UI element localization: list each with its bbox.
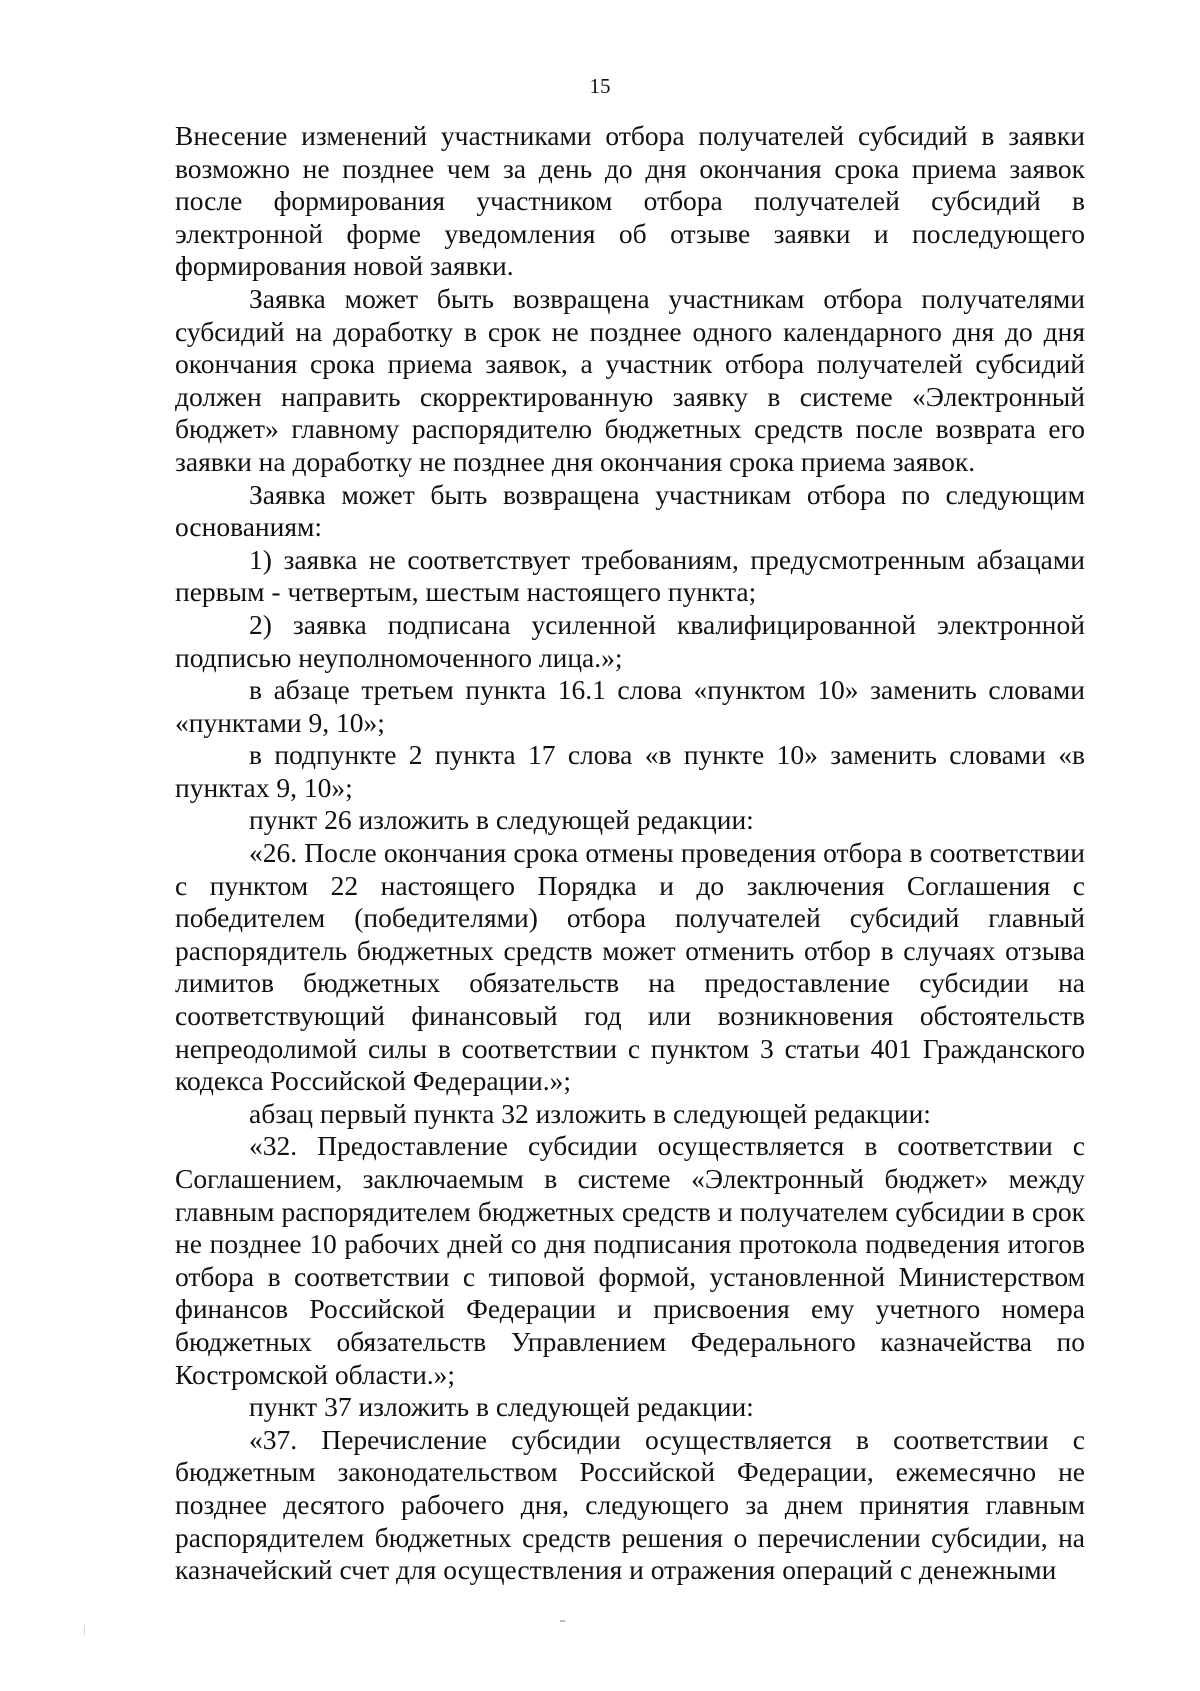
- scan-artifact: [84, 1625, 85, 1635]
- paragraph: Заявка может быть возвращена участникам отбора по следующим основаниям:: [175, 478, 1085, 543]
- page-number: 15: [589, 74, 611, 98]
- list-item: 1) заявка не соответствует требованиям, предусмотренным абзацами первым - четвертым, шестым настоящего пункта;: [175, 543, 1085, 608]
- document-body: [175, 120, 1085, 1587]
- paragraph: Заявка может быть возвращена участникам отбора получателями субсидий на доработку в срок не позднее одного календарного дня до дня окончания срока приема заявок, а участник отбора получателей субсидий должен направить скорректированную заявку в системе «Электронный бюджет» главному распорядителю бюджетных средств после возврата его заявки на доработку не позднее дня окончания срока приема заявок.: [175, 282, 1085, 477]
- scan-artifact: [560, 1620, 565, 1622]
- list-item: 2) заявка подписана усиленной квалифицированной электронной подписью неуполномоченного лица.»;: [175, 608, 1085, 673]
- paragraph: пункт 37 изложить в следующей редакции:: [249, 1391, 754, 1423]
- paragraph: в подпункте 2 пункта 17 слова «в пункте 10» заменить словами «в пунктах 9, 10»;: [175, 739, 1085, 803]
- quoted-clause-37: «37. Перечисление субсидии осуществляется в соответствии с бюджетным законодательством Российской Федерации, ежемесячно не позднее десятого рабочего дня, следующего за днем принятия главным распорядителем бюджетных средств решения о перечислении субсидии, на казначейский счет для осуществления и отражения операций с денежными: [175, 1423, 1085, 1586]
- paragraph: Внесение изменений участниками отбора получателей субсидий в заявки возможно не позднее чем за день до дня окончания срока приема заявок после формирования участником отбора получателей субсидий в электронной форме уведомления об отзыве заявки и последующего формирования новой заявки.: [175, 120, 1085, 282]
- quoted-clause-26: «26. После окончания срока отмены проведения отбора в соответствии с пунктом 22 настоящего Порядка и до заключения Соглашения с победителем (победителями) отбора получателей субсидий главный распорядитель бюджетных средств может отменить отбор в случаях отзыва лимитов бюджетных обязательств на предоставление субсидии на соответствующий финансовый год или возникновения обстоятельств непреодолимой силы в соответствии с пунктом 3 статьи 401 Гражданского кодекса Российской Федерации.»;: [175, 837, 1085, 1097]
- paragraph: в абзаце третьем пункта 16.1 слова «пунктом 10» заменить словами «пунктами 9, 10»;: [175, 674, 1085, 738]
- quoted-clause-32: «32. Предоставление субсидии осуществляется в соответствии с Соглашением, заключаемым в системе «Электронный бюджет» между главным распорядителем бюджетных средств и получателем субсидии в срок не позднее 10 рабочих дней со дня подписания протокола подведения итогов отбора в соответствии с типовой формой, установленной Министерством финансов Российской Федерации и присвоения ему учетного номера бюджетных обязательств Управлением Федерального казначейства по Костромской области.»;: [175, 1130, 1085, 1390]
- paragraph: пункт 26 изложить в следующей редакции:: [249, 804, 754, 836]
- paragraph: абзац первый пункта 32 изложить в следующей редакции:: [249, 1097, 931, 1129]
